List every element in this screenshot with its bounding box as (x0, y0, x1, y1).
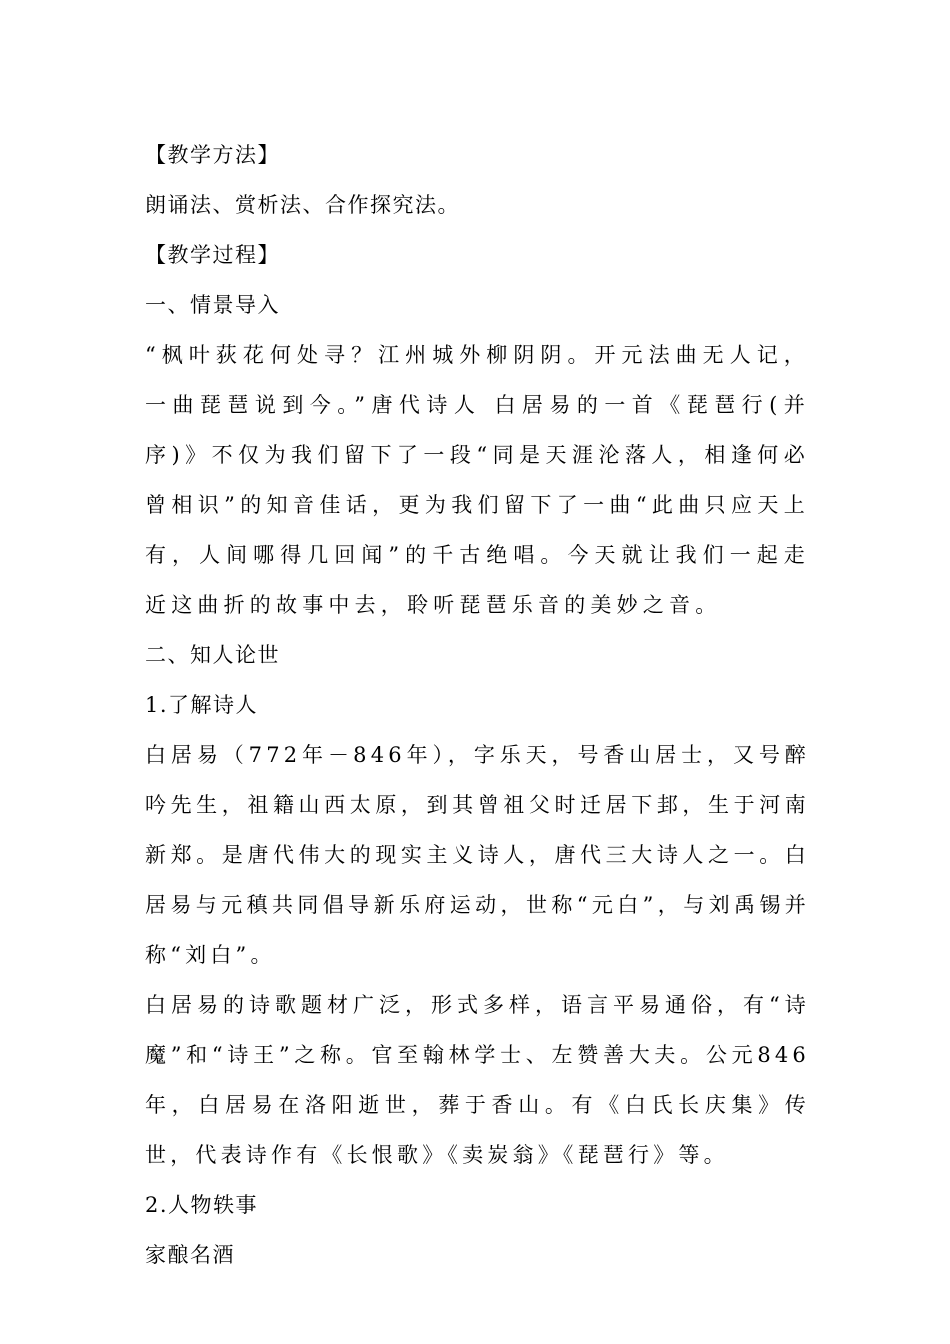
teaching-methods-text: 朗诵法、赏析法、合作探究法。 (145, 193, 460, 217)
document-page (145, 130, 810, 1280)
subsection-2-title: 2.人物轶事 (145, 1193, 259, 1217)
heading-teaching-method: 【教学方法】 (145, 143, 280, 167)
anecdote-title: 家酿名酒 (145, 1243, 235, 1267)
section-1-title: 一、情景导入 (145, 293, 280, 317)
poet-paragraph-2: 白居易的诗歌题材广泛，形式多样，语言平易通俗，有“诗魔”和“诗王”之称。官至翰林学士、左赞善大夫。公元846年，白居易在洛阳逝世，葬于香山。有《白氏长庆集》传世，代表诗作有《长恨歌》《卖炭翁》《琵琶行》等。 (145, 993, 810, 1167)
intro-paragraph: “枫叶荻花何处寻？江州城外柳阴阴。开元法曲无人记，一曲琵琶说到今。”唐代诗人 白居易的一首《琵琶行(并序)》不仅为我们留下了一段“同是天涯沦落人，相逢何必曾相识”的知音佳话，更为我们留下了一曲“此曲只应天上有，人间哪得几回闻”的千古绝唱。今天就让我们一起走近这曲折的故事中去，聆听琵琶乐音的美妙之音。 (145, 343, 810, 617)
subsection-1-title: 1.了解诗人 (145, 693, 259, 717)
heading-teaching-process: 【教学过程】 (145, 243, 280, 267)
poet-paragraph-1: 白居易（772年－846年），字乐天，号香山居士，又号醉吟先生，祖籍山西太原，到其曾祖父时迁居下邽，生于河南新郑。是唐代伟大的现实主义诗人，唐代三大诗人之一。白居易与元稹共同倡导新乐府运动，世称“元白”，与刘禹锡并称“刘白”。 (145, 743, 810, 967)
section-2-title: 二、知人论世 (145, 643, 280, 667)
